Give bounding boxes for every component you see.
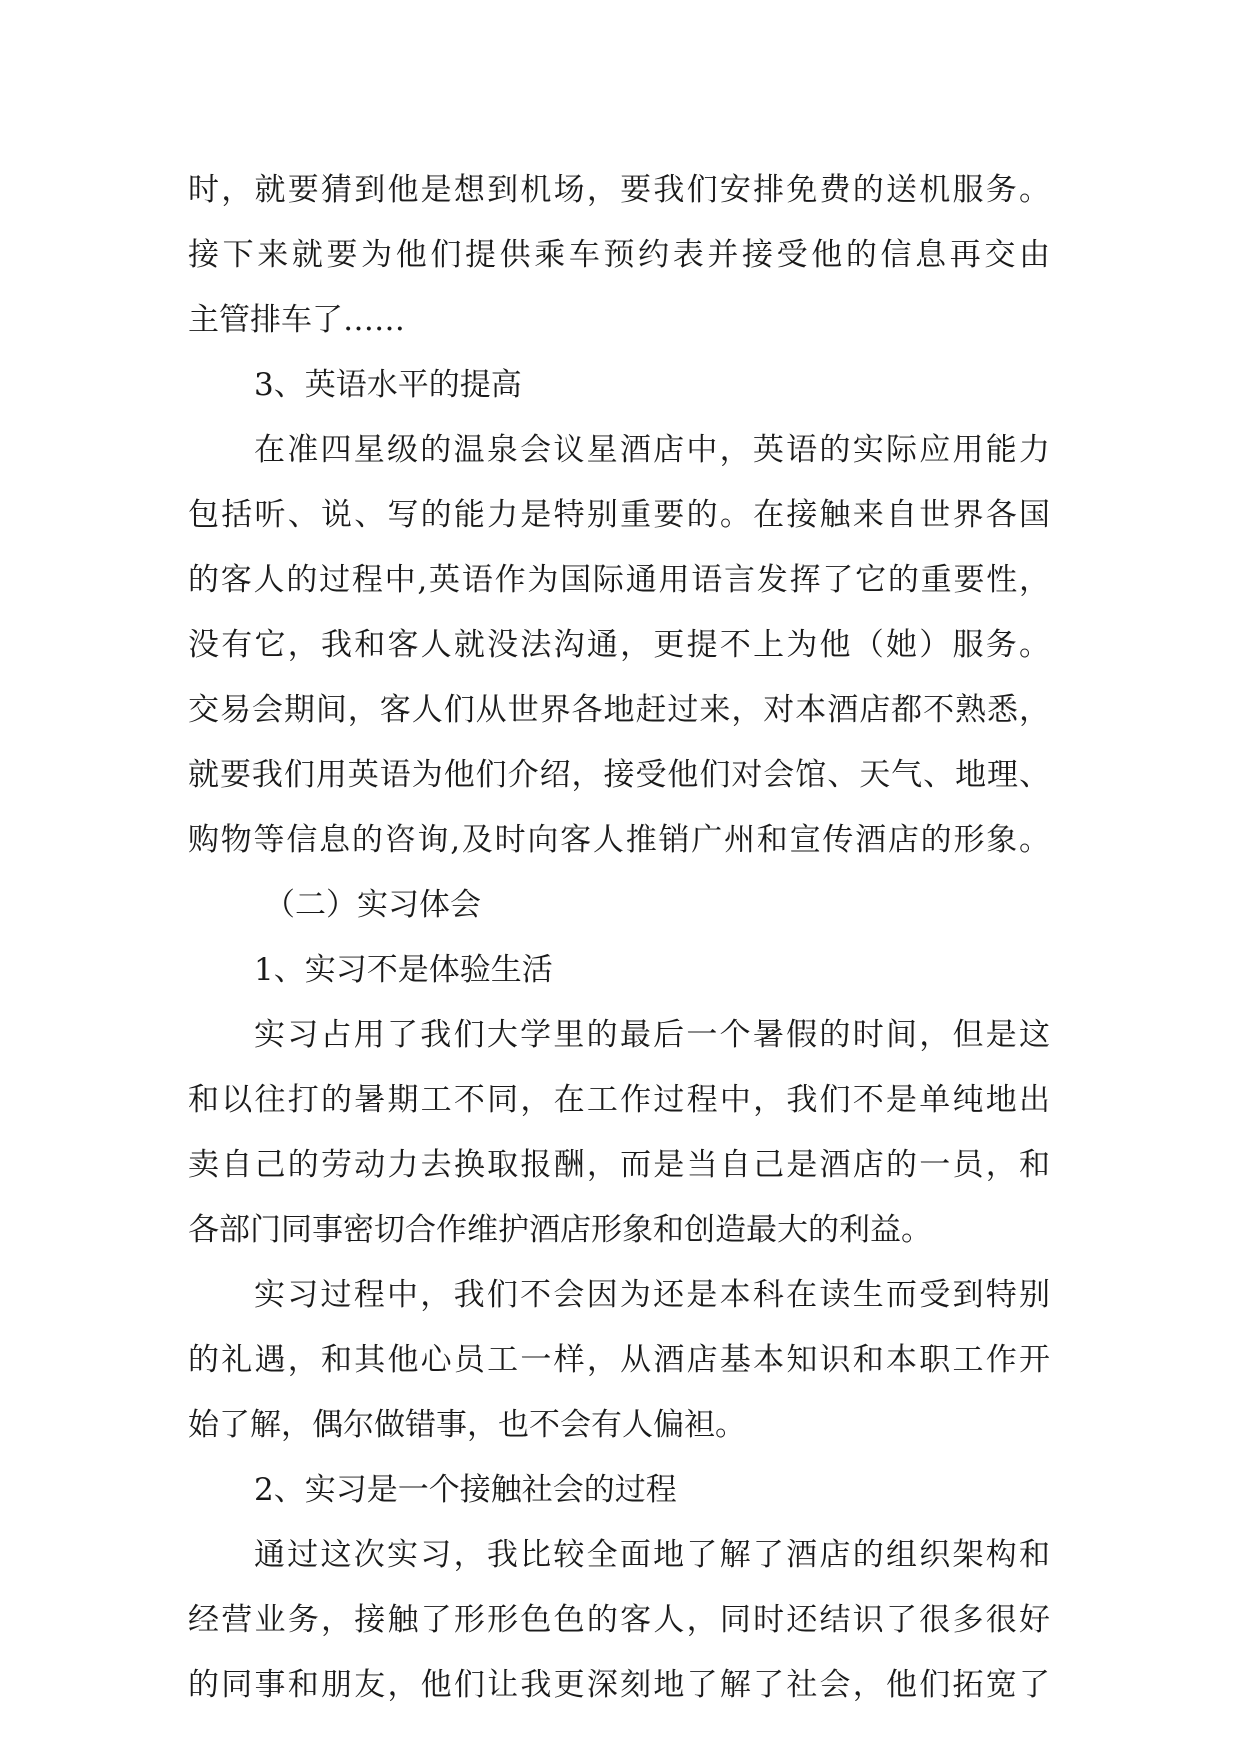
paragraph-start: 实习过程中，我们不会因为还是本科在读生而受到特别 xyxy=(254,1277,1050,1313)
text-line: 的礼遇，和其他心员工一样，从酒店基本知识和本职工作开 xyxy=(188,1342,1050,1378)
text-line: 的同事和朋友，他们让我更深刻地了解了社会，他们拓宽了 xyxy=(188,1667,1050,1703)
paragraph-start: 实习占用了我们大学里的最后一个暑假的时间，但是这 xyxy=(254,1017,1050,1053)
text-line: 时，就要猜到他是想到机场，要我们安排免费的送机服务。 xyxy=(188,172,1050,208)
text-line: 始了解，偶尔做错事，也不会有人偏袒。 xyxy=(188,1407,746,1443)
subheading: 3、英语水平的提高 xyxy=(254,367,522,403)
paragraph-start: 通过这次实习，我比较全面地了解了酒店的组织架构和 xyxy=(254,1537,1050,1573)
paragraph-start: 在准四星级的温泉会议星酒店中，英语的实际应用能力 xyxy=(254,432,1050,468)
section-heading: （二）实习体会 xyxy=(264,887,481,923)
subheading: 2、实习是一个接触社会的过程 xyxy=(254,1472,677,1508)
text-line: 和以往打的暑期工不同，在工作过程中，我们不是单纯地出 xyxy=(188,1082,1050,1118)
text-line: 经营业务，接触了形形色色的客人，同时还结识了很多很好 xyxy=(188,1602,1050,1638)
text-line: 的客人的过程中,英语作为国际通用语言发挥了它的重要性， xyxy=(188,562,1050,598)
text-line: 主管排车了…… xyxy=(188,302,405,338)
text-line: 没有它，我和客人就没法沟通，更提不上为他（她）服务。 xyxy=(188,627,1050,663)
text-line: 就要我们用英语为他们介绍，接受他们对会馆、天气、地理、 xyxy=(188,757,1050,793)
subheading: 1、实习不是体验生活 xyxy=(254,952,553,988)
text-line: 包括听、说、写的能力是特别重要的。在接触来自世界各国 xyxy=(188,497,1050,533)
text-line: 各部门同事密切合作维护酒店形象和创造最大的利益。 xyxy=(188,1212,932,1248)
document-page xyxy=(188,158,1050,1718)
text-line: 接下来就要为他们提供乘车预约表并接受他的信息再交由 xyxy=(188,237,1050,273)
text-line: 购物等信息的咨询,及时向客人推销广州和宣传酒店的形象。 xyxy=(188,822,1050,858)
text-line: 卖自己的劳动力去换取报酬，而是当自己是酒店的一员，和 xyxy=(188,1147,1050,1183)
text-line: 交易会期间，客人们从世界各地赶过来，对本酒店都不熟悉， xyxy=(188,692,1050,728)
